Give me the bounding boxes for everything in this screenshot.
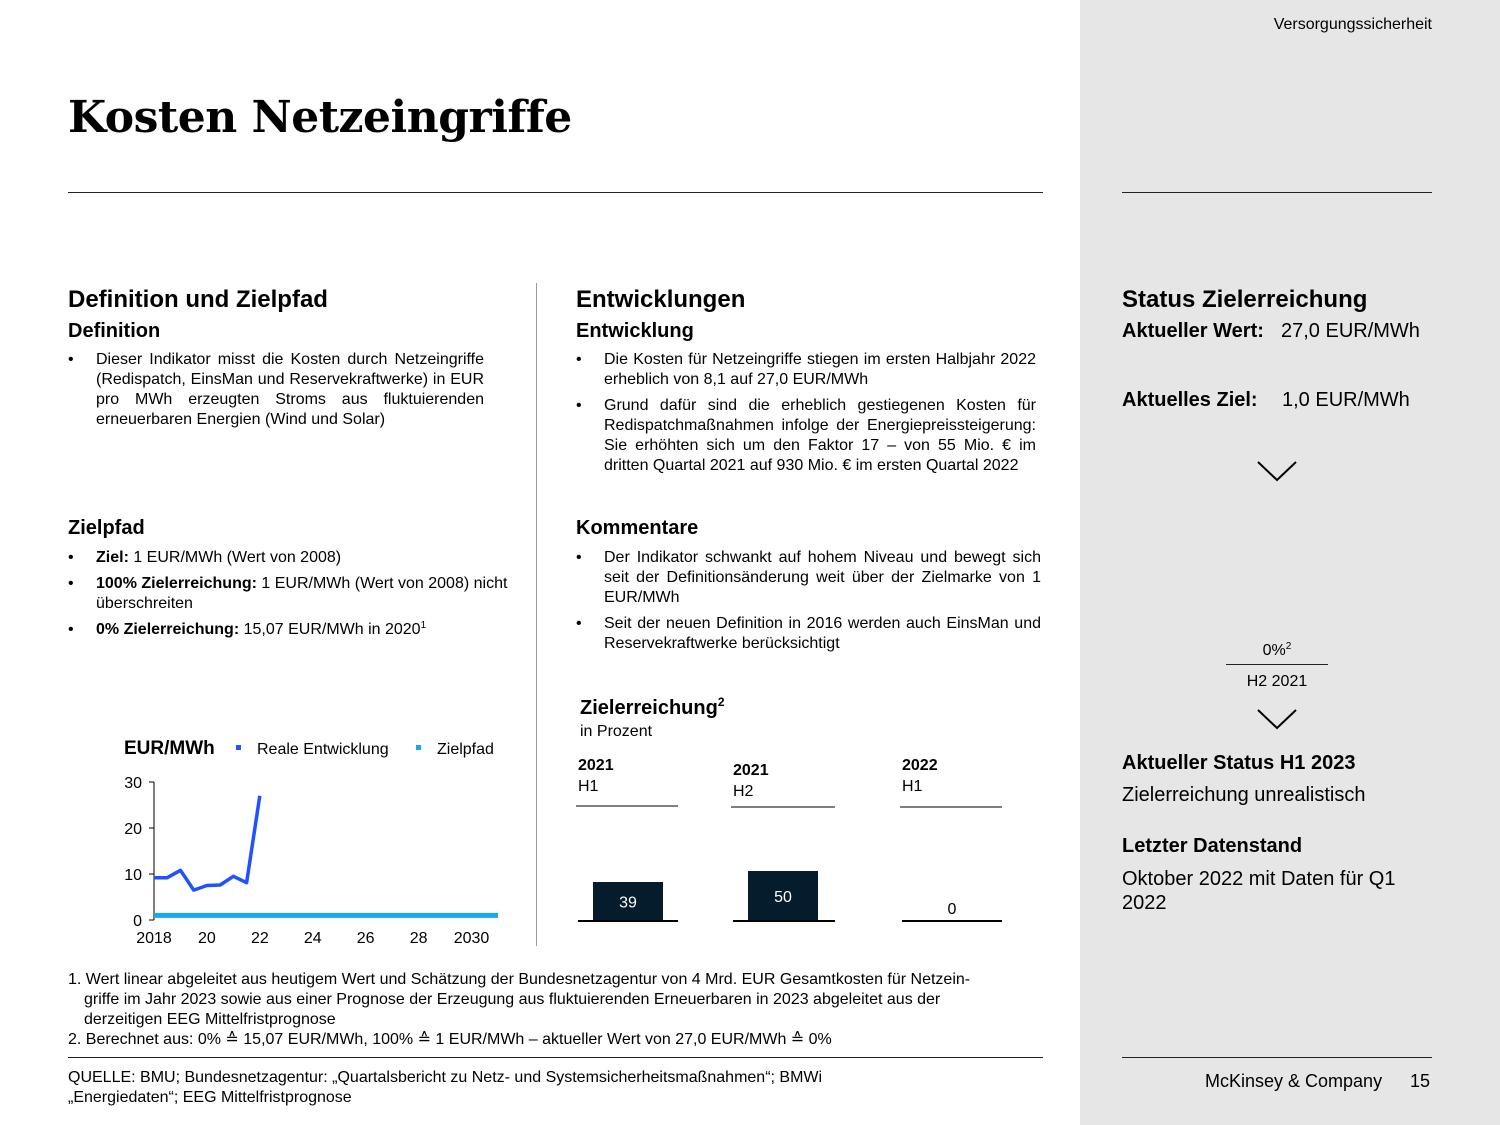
- bar-category-year: 2021: [733, 762, 769, 779]
- data-status-heading: Letzter Datenstand: [1122, 835, 1303, 857]
- line-chart: [110, 730, 520, 955]
- title-divider: [68, 192, 1043, 193]
- bar-chart: [570, 800, 1015, 930]
- entwicklungen-heading: Entwicklungen: [576, 286, 746, 313]
- bar-chart-subtitle: in Prozent: [580, 723, 653, 740]
- sidebar-divider-bottom: [1122, 1057, 1432, 1058]
- definition-heading: Definition: [68, 320, 161, 342]
- zielpfad-item-text: 1 EUR/MWh (Wert von 2008) nicht überschreiten: [96, 575, 508, 612]
- definition-zielpfad-heading: Definition und Zielpfad: [68, 286, 328, 313]
- mini-status-period: H2 2021: [1246, 673, 1308, 690]
- source-line: „Energiedaten“; EEG Mittelfristprognose: [68, 1089, 352, 1106]
- kommentar-item: • Der Indikator schwankt auf hohem Niveau und bewegt sich seit der Definitionsänderung weit über der Zielmarke von 1 EUR/MWh: [576, 548, 1041, 608]
- zielpfad-item-label: Ziel:: [96, 549, 129, 566]
- footnote-ref: 2: [1285, 641, 1292, 652]
- source-line: QUELLE: BMU; Bundesnetzagentur: „Quartalsbericht zu Netz- und Systemsicherheitsmaßnahmen“; BMWi: [68, 1069, 823, 1086]
- current-target: 1,0 EUR/MWh: [1282, 389, 1410, 411]
- entwicklung-item: • Grund dafür sind die erheblich gestiegenen Kosten für Redispatchmaßnahmen infolge der Energiepreissteigerung: Sie erhöhten sich um den Faktor 17 – von 55 Mio. € im dritten Quartal 2021 auf 930 Mio. € im ersten Quartal 2022: [576, 396, 1036, 476]
- x-tick-label: 2018: [136, 930, 172, 947]
- bar-category-half: H1: [578, 778, 599, 795]
- status-text: Zielerreichung unrealistisch: [1122, 784, 1366, 806]
- kommentare-heading: Kommentare: [576, 517, 699, 539]
- entwicklung-heading: Entwicklung: [576, 320, 694, 342]
- bar-value-label: 39: [619, 894, 637, 912]
- sidebar-divider-top: [1122, 192, 1432, 193]
- legend-marker: [236, 745, 241, 750]
- bar-category-year: 2022: [902, 757, 938, 774]
- footnote-ref: 1: [420, 620, 427, 631]
- legend-label: Zielpfad: [437, 741, 494, 758]
- series-line-reale-entwicklung: [154, 796, 260, 890]
- bar-category-2: [733, 762, 769, 801]
- y-tick-label: 30: [124, 775, 142, 792]
- zielpfad-item: [68, 548, 508, 568]
- bar-category-1: [578, 757, 614, 796]
- chevron-down-icon: [1256, 460, 1298, 484]
- chevron-down-icon: [1256, 708, 1298, 732]
- company-name: McKinsey & Company: [1205, 1071, 1383, 1091]
- y-axis-unit-label: EUR/MWh: [124, 738, 215, 759]
- current-target-label: Aktuelles Ziel:: [1122, 389, 1258, 411]
- bar-category-year: 2021: [578, 757, 614, 774]
- bar-category-3: [902, 757, 938, 796]
- footnote-1-line: derzeitigen EEG Mittelfristprognose: [84, 1011, 336, 1028]
- y-tick-label: 10: [124, 867, 142, 884]
- bar-value-label: 0: [947, 901, 957, 918]
- legend-marker: [416, 745, 421, 750]
- zielpfad-item: [68, 620, 508, 640]
- mini-status-divider: [1226, 664, 1328, 665]
- bar-chart-title: [580, 697, 725, 720]
- footnote-1-line: 1. Wert linear abgeleitet aus heutigem Wert und Schätzung der Bundesnetzagentur von 4 Mrd. EUR Gesamtkosten für Netzein-: [68, 971, 971, 988]
- y-tick-label: 0: [133, 913, 142, 930]
- definition-list: [68, 350, 484, 436]
- x-tick-label: 22: [250, 930, 269, 947]
- x-tick-label: 2030: [453, 930, 490, 947]
- footnote-ref: 2: [717, 695, 725, 709]
- page-title: Kosten Netzeingriffe: [68, 92, 572, 143]
- current-value: 27,0 EUR/MWh: [1281, 320, 1420, 342]
- x-tick-label: 24: [303, 930, 322, 947]
- source-note: [68, 1068, 968, 1108]
- mini-status-value: [1226, 642, 1328, 660]
- zielpfad-item-text: 1 EUR/MWh (Wert von 2008): [128, 549, 342, 566]
- footnote-1: [68, 970, 1038, 1030]
- mini-value-text: 0%: [1262, 642, 1286, 659]
- zielpfad-item-text: 15,07 EUR/MWh in 2020: [239, 621, 421, 638]
- status-h1-heading: Aktueller Status H1 2023: [1122, 752, 1356, 774]
- zielpfad-item: [68, 574, 508, 614]
- zielpfad-heading: Zielpfad: [68, 517, 145, 539]
- page-number: 15: [1410, 1071, 1431, 1091]
- zielpfad-list: [68, 548, 508, 646]
- bar-category-half: H1: [902, 778, 923, 795]
- zielpfad-item-label: 100% Zielerreichung:: [96, 575, 257, 592]
- footnote-2: 2. Berechnet aus: 0% ≙ 15,07 EUR/MWh, 100% ≙ 1 EUR/MWh – aktueller Wert von 27,0 EUR/MWh ≙ 0%: [68, 1031, 832, 1048]
- data-status-text: Oktober 2022 mit Daten für Q1 2022: [1122, 868, 1396, 914]
- current-value-label: Aktueller Wert:: [1122, 320, 1264, 342]
- kommentar-item: • Seit der neuen Definition in 2016 werden auch EinsMan und Reservekraftwerke berücksichtigt: [576, 614, 1041, 654]
- zielpfad-item-label: 0% Zielerreichung:: [96, 621, 240, 638]
- column-divider: [536, 283, 537, 946]
- kommentare-list: [576, 548, 1041, 660]
- entwicklung-item: • Die Kosten für Netzeingriffe stiegen im ersten Halbjahr 2022 erheblich von 8,1 auf 27,0 EUR/MWh: [576, 350, 1036, 390]
- x-tick-label: 20: [198, 930, 216, 947]
- status-heading: Status Zielerreichung: [1122, 286, 1368, 313]
- x-tick-label: 28: [409, 930, 428, 947]
- topic-label: Versorgungssicherheit: [1273, 16, 1432, 33]
- x-tick-label: 26: [356, 930, 375, 947]
- entwicklung-list: [576, 350, 1036, 482]
- bar-chart-title-text: Zielerreichung: [580, 697, 718, 719]
- footnote-divider: [68, 1057, 1043, 1058]
- footnote-1-line: griffe im Jahr 2023 sowie aus einer Prognose der Erzeugung aus fluktuierenden Erneuerbaren in 2023 abgeleitet aus der: [84, 991, 941, 1008]
- bar-value-label: 50: [774, 889, 792, 906]
- bar-category-half: H2: [733, 783, 754, 800]
- definition-item: • Dieser Indikator misst die Kosten durch Netzeingriffe (Redispatch, EinsMan und Reservekraftwerke) in EUR pro MWh erzeugten Stroms aus fluktuierenden erneuerbaren Energien (Wind und Solar): [68, 350, 484, 430]
- y-tick-label: 20: [124, 821, 142, 838]
- status-sidebar: [1080, 0, 1500, 1125]
- legend-label: Reale Entwicklung: [257, 741, 389, 758]
